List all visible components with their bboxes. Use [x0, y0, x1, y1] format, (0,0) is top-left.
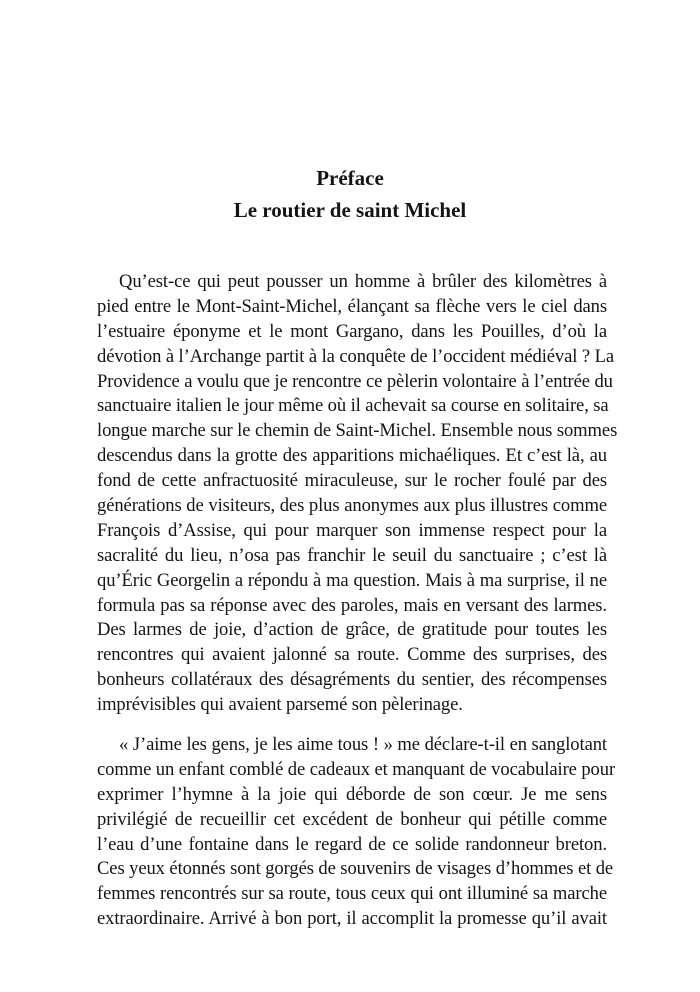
page-subtitle: Le routier de saint Michel	[233, 198, 467, 222]
text-line: l’eau d’une fontaine dans le regard de ce solide randonneur breton.	[97, 833, 607, 855]
text-line: formula pas sa réponse avec des paroles, mais en versant des larmes.	[97, 594, 607, 616]
text-line: pied entre le Mont-Saint-Michel, élançant sa flèche vers le ciel dans	[97, 295, 607, 317]
text-line: Des larmes de joie, d’action de grâce, de gratitude pour toutes les	[97, 619, 607, 641]
text-line: qu’Éric Georgelin a répondu à ma question. Mais à ma surprise, il ne	[97, 569, 607, 591]
text-line: sacralité du lieu, n’osa pas franchir le seuil du sanctuaire ; c’est là	[97, 544, 607, 566]
text-line: comme un enfant comblé de cadeaux et manquant de vocabulaire pour	[97, 758, 616, 780]
text-line: imprévisibles qui avaient parsemé son pèlerinage.	[97, 694, 463, 716]
text-line: dévotion à l’Archange partit à la conquête de l’occident médiéval ? La	[97, 345, 615, 367]
text-line: fond de cette anfractuosité miraculeuse, sur le rocher foulé par des	[97, 470, 607, 492]
paragraph-2	[97, 733, 616, 932]
text-line: femmes rencontrés sur sa route, tous ceux qui ont illuminé sa marche	[97, 883, 607, 905]
text-line: extraordinaire. Arrivé à bon port, il accomplit la promesse qu’il avait	[97, 908, 607, 930]
page-title: Préface	[316, 166, 384, 190]
text-line: longue marche sur le chemin de Saint-Michel. Ensemble nous sommes	[97, 420, 618, 442]
text-line: François d’Assise, qui pour marquer son immense respect pour la	[97, 519, 607, 541]
text-line: Providence a voulu que je rencontre ce pèlerin volontaire à l’entrée du	[97, 370, 613, 392]
text-line: exprimer l’hymne à la joie qui déborde de son cœur. Je me sens	[97, 783, 607, 805]
text-line: descendus dans la grotte des apparitions michaéliques. Et c’est là, au	[97, 445, 607, 467]
text-line: l’estuaire éponyme et le mont Gargano, dans les Pouilles, d’où la	[97, 320, 607, 342]
text-line: Qu’est-ce qui peut pousser un homme à brûler des kilomètres à	[119, 271, 607, 292]
text-line: bonheurs collatéraux des désagréments du sentier, des récompenses	[97, 669, 607, 691]
text-line: générations de visiteurs, des plus anonymes aux plus illustres comme	[97, 495, 607, 517]
text-line: « J’aime les gens, je les aime tous ! » me déclare-t-il en sanglotant	[119, 734, 607, 755]
text-line: sanctuaire italien le jour même où il achevait sa course en solitaire, sa	[97, 395, 609, 417]
text-line: rencontres qui avaient jalonné sa route. Comme des surprises, des	[97, 644, 607, 666]
text-line: Ces yeux étonnés sont gorgés de souvenirs de visages d’hommes et de	[97, 858, 614, 880]
paragraph-1	[97, 270, 618, 718]
text-line: privilégié de recueillir cet excédent de bonheur qui pétille comme	[97, 808, 607, 830]
